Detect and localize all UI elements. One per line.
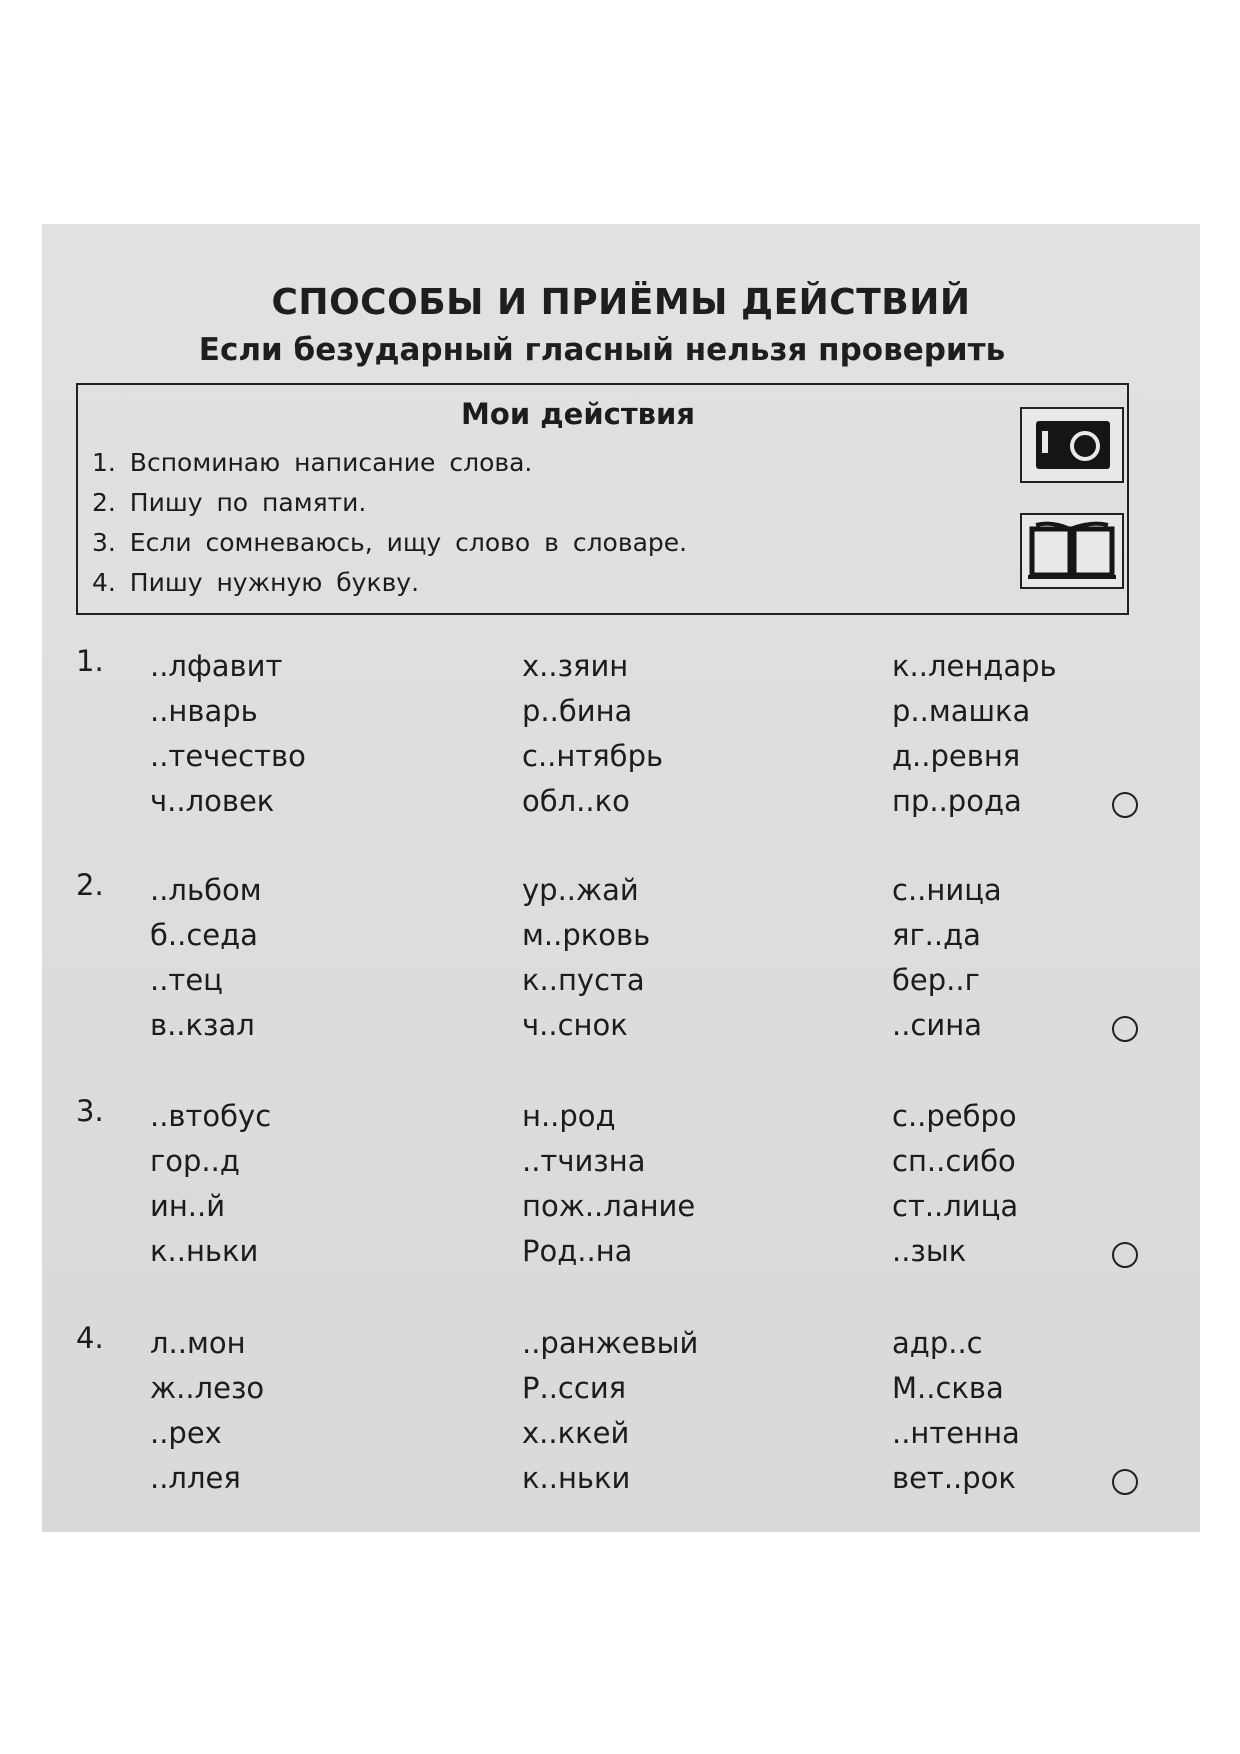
word-item: к..пуста xyxy=(522,963,645,997)
word-column xyxy=(892,1321,1020,1501)
page-subtitle: Если безударный гласный нельзя проверить xyxy=(198,332,1006,368)
word-item: л..мон xyxy=(150,1326,246,1360)
word-item: сп..сибо xyxy=(892,1144,1016,1178)
word-item: в..кзал xyxy=(150,1008,255,1042)
word-item: ..зык xyxy=(892,1234,967,1268)
action-step: 3. Если сомневаюсь, ищу слово в словаре. xyxy=(92,528,688,557)
exercise-number: 3. xyxy=(76,1094,104,1128)
word-item: б..седа xyxy=(150,918,258,952)
word-column xyxy=(150,868,262,1048)
word-item: к..ньки xyxy=(150,1234,259,1268)
word-item: с..ница xyxy=(892,873,1002,907)
word-item: ..лфавит xyxy=(150,649,283,683)
word-item: ..тец xyxy=(150,963,223,997)
word-item: с..ребро xyxy=(892,1099,1017,1133)
word-item: вет..рок xyxy=(892,1461,1016,1495)
word-item: ..сина xyxy=(892,1008,982,1042)
word-column xyxy=(522,1094,695,1274)
word-item: р..машка xyxy=(892,694,1031,728)
word-item: ..тчизна xyxy=(522,1144,646,1178)
word-item: ур..жай xyxy=(522,873,639,907)
word-column xyxy=(892,868,1002,1048)
answer-circle[interactable] xyxy=(1112,1242,1138,1268)
word-column xyxy=(522,1321,698,1501)
word-item: х..ккей xyxy=(522,1416,630,1450)
word-item: М..сква xyxy=(892,1371,1004,1405)
answer-circle[interactable] xyxy=(1112,792,1138,818)
word-item: гор..д xyxy=(150,1144,240,1178)
word-item: р..бина xyxy=(522,694,633,728)
word-item: адр..с xyxy=(892,1326,983,1360)
word-item: бер..г xyxy=(892,963,980,997)
word-column xyxy=(522,868,650,1048)
exercise-number: 1. xyxy=(76,644,104,678)
word-item: ..льбом xyxy=(150,873,262,907)
word-item: обл..ко xyxy=(522,784,630,818)
word-column xyxy=(892,1094,1018,1274)
exercise-list xyxy=(42,224,1200,1532)
answer-circle[interactable] xyxy=(1112,1016,1138,1042)
exercise-number: 2. xyxy=(76,868,104,902)
worksheet-photo xyxy=(42,224,1200,1532)
word-column xyxy=(150,1094,271,1274)
word-item: Р..ссия xyxy=(522,1371,627,1405)
exercise-number: 4. xyxy=(76,1321,104,1355)
word-column xyxy=(892,644,1057,824)
word-item: ..нварь xyxy=(150,694,258,728)
word-item: пож..лание xyxy=(522,1189,696,1223)
word-item: ..ллея xyxy=(150,1461,241,1495)
word-item: к..ньки xyxy=(522,1461,631,1495)
word-column xyxy=(150,644,306,824)
word-item: ж..лезо xyxy=(150,1371,265,1405)
word-item: ..втобус xyxy=(150,1099,272,1133)
action-step: 1. Вспоминаю написание слова. xyxy=(92,448,533,477)
word-item: д..ревня xyxy=(892,739,1021,773)
word-item: яг..да xyxy=(892,918,981,952)
word-item: ин..й xyxy=(150,1189,226,1223)
word-column xyxy=(522,644,663,824)
word-item: к..лендарь xyxy=(892,649,1057,683)
action-step: 4. Пишу нужную букву. xyxy=(92,568,420,597)
action-step: 2. Пишу по памяти. xyxy=(92,488,367,517)
word-item: ч..ловек xyxy=(150,784,275,818)
actions-title: Мои действия xyxy=(461,397,695,431)
answer-circle[interactable] xyxy=(1112,1469,1138,1495)
word-item: Род..на xyxy=(522,1234,633,1268)
page-title: СПОСОБЫ И ПРИЁМЫ ДЕЙСТВИЙ xyxy=(271,282,971,323)
word-item: ст..лица xyxy=(892,1189,1019,1223)
word-item: ..нтенна xyxy=(892,1416,1020,1450)
word-item: ч..снок xyxy=(522,1008,628,1042)
word-item: ..течество xyxy=(150,739,306,773)
word-item: х..зяин xyxy=(522,649,629,683)
word-item: м..рковь xyxy=(522,918,651,952)
word-item: с..нтябрь xyxy=(522,739,664,773)
word-item: ..ранжевый xyxy=(522,1326,699,1360)
word-item: н..род xyxy=(522,1099,616,1133)
word-column xyxy=(150,1321,264,1501)
word-item: ..рех xyxy=(150,1416,222,1450)
word-item: пр..рода xyxy=(892,784,1022,818)
